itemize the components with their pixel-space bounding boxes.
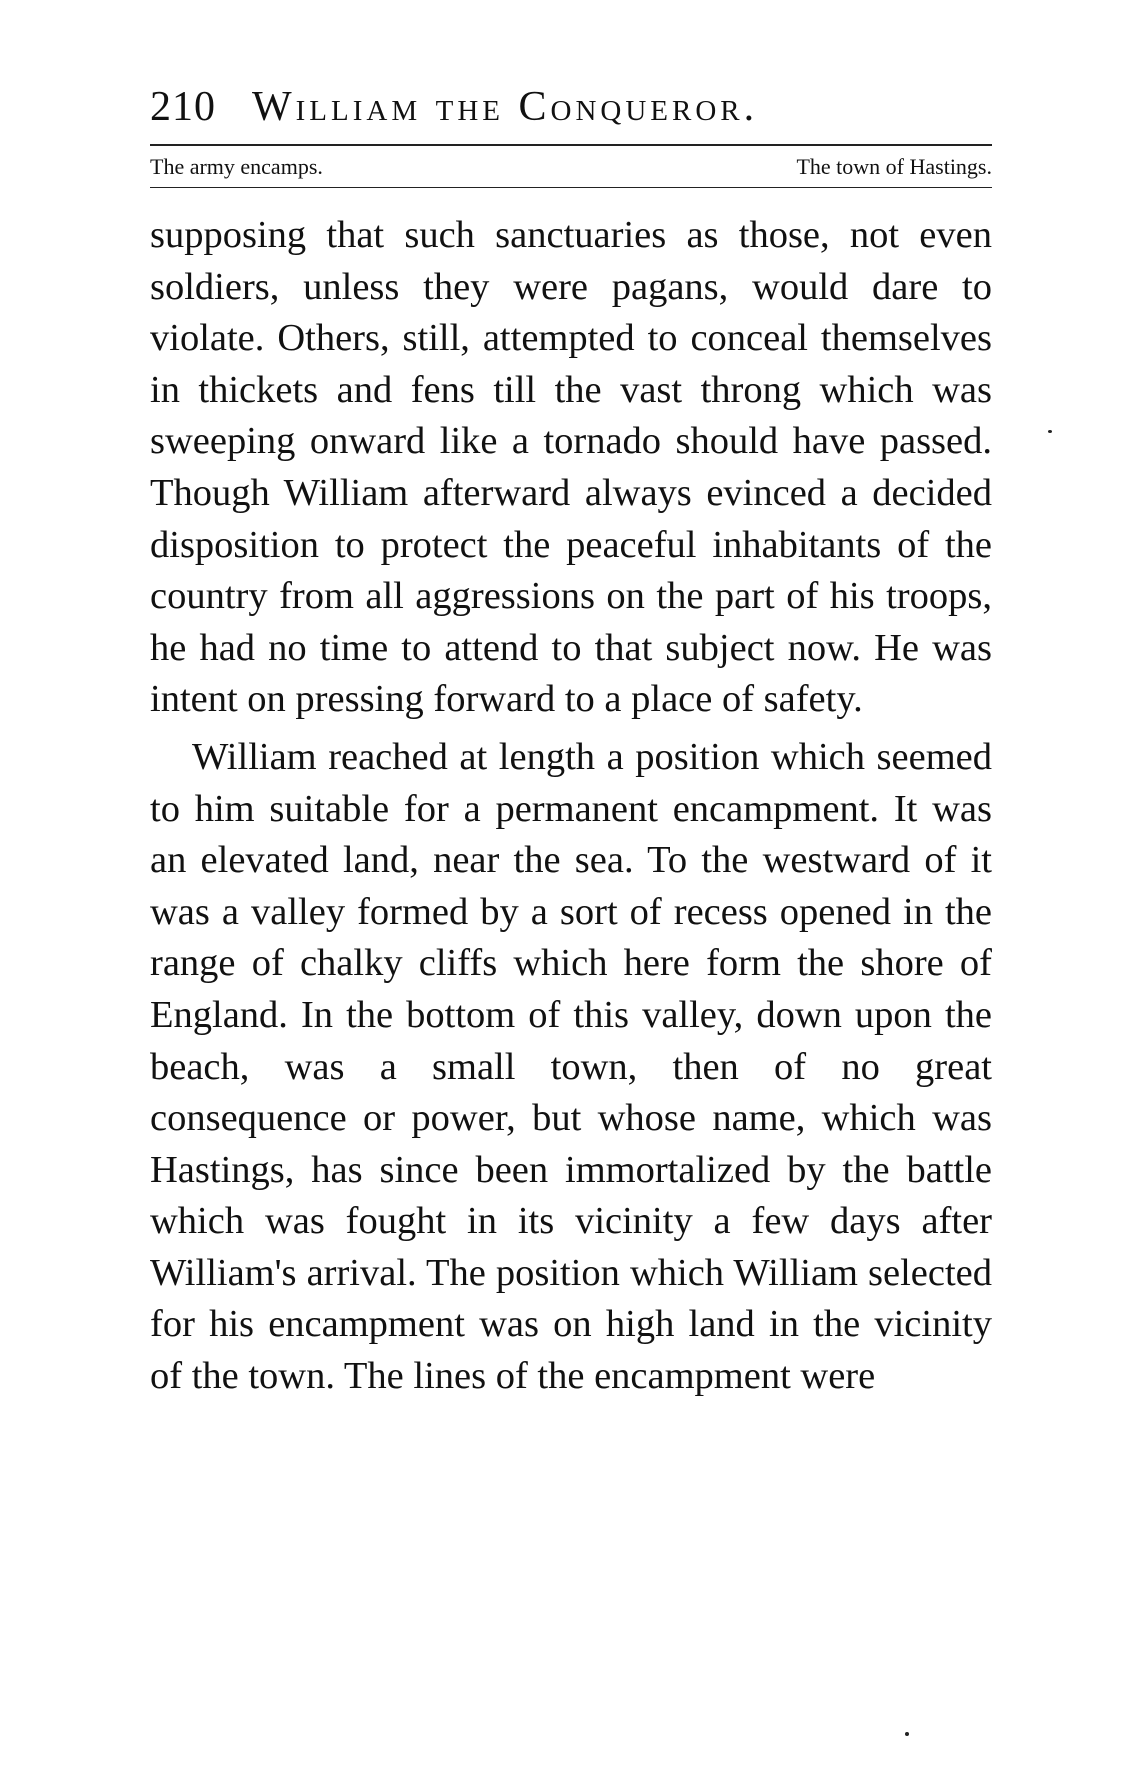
paragraph-continued: supposing that such sanctuaries as those, not even soldiers, unless they were pagans, would dare to violate. Others, still, attempted to conceal themselves in thickets and fens till the vast throng which was sweeping onward like a tornado should have passed. Though William afterward always evinced a decided disposition to protect the peaceful inhabitants of the country from all aggressions on the part of his troops, he had no time to attend to that subject now. He was intent on pressing forward to a place of safety. bbox=[150, 214, 992, 721]
body-text bbox=[150, 210, 992, 1403]
header-rule-bottom bbox=[150, 187, 992, 188]
running-head bbox=[150, 86, 992, 128]
book-title: William the Conqueror. bbox=[252, 84, 759, 130]
section-subheading bbox=[150, 146, 992, 187]
subheading-right: The town of Hastings. bbox=[796, 154, 992, 179]
print-speck bbox=[1048, 430, 1052, 433]
paragraph: William reached at length a position which seemed to him suitable for a permanent encampment. It was an elevated land, near the sea. To the westward of it was a valley formed by a sort of recess opened in the range of chalky cliffs which here form the shore of England. In the bottom of this valley, down upon the beach, was a small town, then of no great consequence or power, but whose name, which was Hastings, has since been immortalized by the battle which was fought in its vicinity a few days after William's arrival. The position which William selected for his encampment was on high land in the vicinity of the town. The lines of the encampment were bbox=[150, 735, 992, 1398]
page-number: 210 bbox=[150, 84, 216, 130]
print-speck bbox=[905, 1732, 909, 1736]
book-page bbox=[150, 86, 992, 1403]
subheading-left: The army encamps. bbox=[150, 154, 323, 179]
